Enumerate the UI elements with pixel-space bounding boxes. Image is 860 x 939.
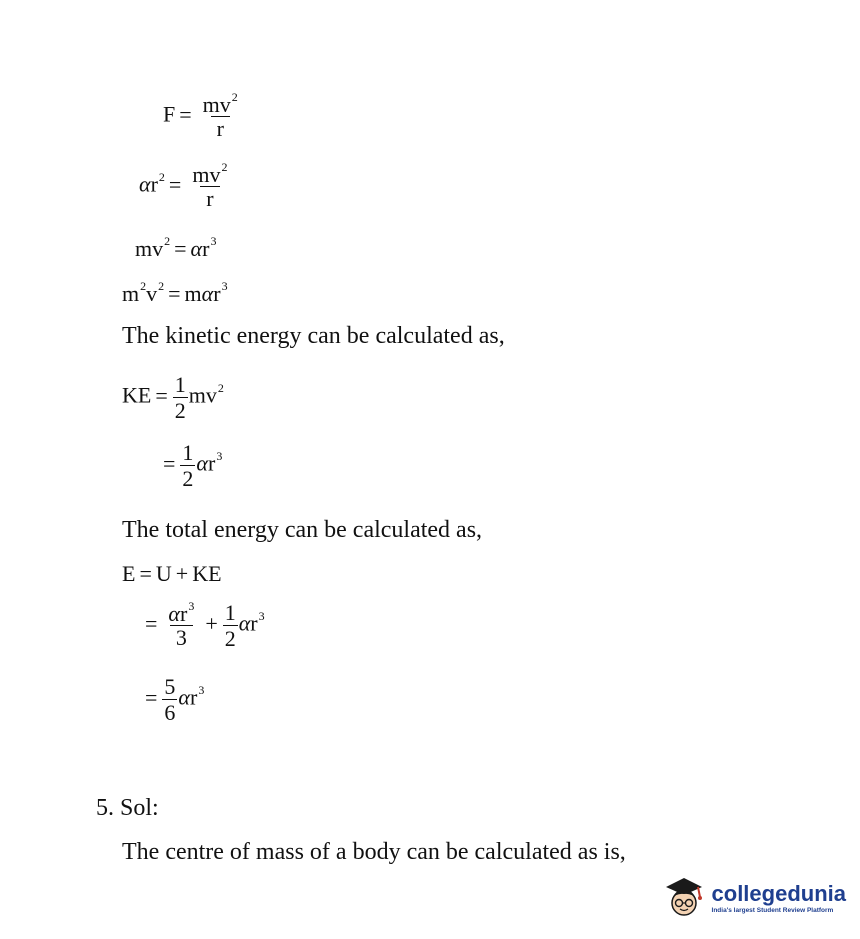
equation-kinetic-energy-result: = $\frac{1}{2}$ $\alpha r^3$ [163, 440, 223, 492]
equation-total-energy-sum: = $\frac{\alpha r^3}{3}$ + $\frac{1}{2}$ $\alpha r^3$ [145, 599, 265, 652]
equation-total-energy: E = U + KE [122, 561, 222, 586]
solution-heading: 5. Sol: [96, 795, 159, 821]
equation-force-equality: $\alpha r^2$ = $\frac{mv^2}{r}$ [139, 160, 228, 212]
kinetic-energy-intro: The kinetic energy can be calculated as, [122, 323, 505, 349]
student-mascot-icon [662, 875, 706, 921]
brand-name: collegedunia [711, 880, 846, 906]
total-energy-intro: The total energy can be calculated as, [122, 517, 483, 543]
centre-of-mass-intro: The centre of mass of a body can be calculated as is, [122, 839, 626, 865]
collegedunia-logo [662, 875, 846, 921]
equation-force: F = $\frac{mv^2}{r}$ [163, 90, 238, 142]
equation-m2v2: $m^2v^2 = m\alpha r^3$ [122, 279, 228, 306]
brand-tagline: India's largest Student Review Platform [711, 906, 834, 914]
equation-mv-squared: $mv^2 = \alpha r^3$ [135, 234, 217, 261]
equation-kinetic-energy: KE = $\frac{1}{2}$ $mv^2$ [122, 372, 224, 424]
equation-total-energy-result: = $\frac{5}{6}$ $\alpha r^3$ [145, 674, 205, 726]
